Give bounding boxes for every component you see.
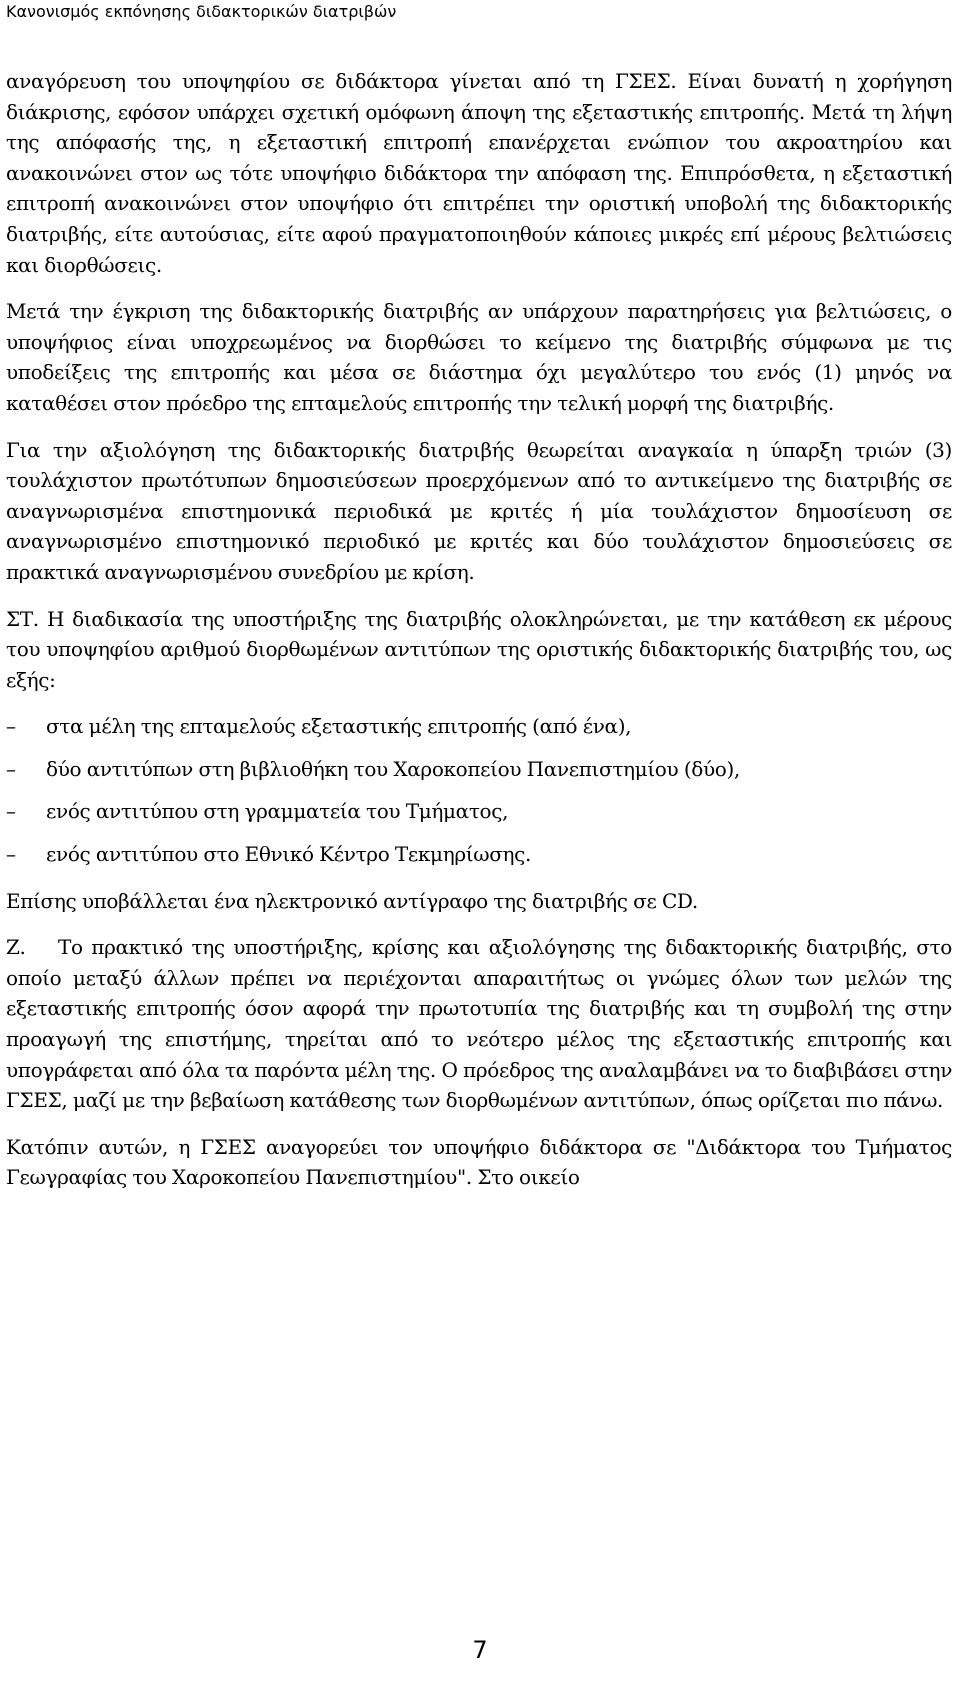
list-item-text: ενός αντιτύπου στη γραμματεία του Τμήματος, bbox=[46, 799, 509, 824]
list-item bbox=[6, 796, 952, 827]
list-item-text: στα μέλη της επταμελούς εξεταστικής επιτροπής (από ένα), bbox=[46, 714, 632, 739]
section-st-text: Η διαδικασία της υποστήριξης της διατριβής ολοκληρώνεται, με την κατάθεση εκ μέρους του υποψηφίου αριθμού διορθωμένων αντιτύπων της οριστικής διδακτορικής διατριβής του, ως εξής: bbox=[6, 606, 952, 692]
dash-bullet: – bbox=[6, 756, 16, 781]
list-item bbox=[6, 839, 952, 870]
copies-list bbox=[6, 711, 952, 869]
list-item-text: ενός αντιτύπου στο Εθνικό Κέντρο Τεκμηρίωσης. bbox=[46, 842, 531, 867]
paragraph-3: Για την αξιολόγηση της διδακτορικής διατριβής θεωρείται αναγκαία η ύπαρξη τριών (3) τουλάχιστον πρωτότυπων δημοσιεύσεων προερχόμενων από το αντικείμενο της διατριβής σε αναγνωρισμένα επιστημονικά περιοδικά με κριτές ή μία τουλάχιστον δημοσίευση σε αναγνωρισμένο επιστημονικό περιοδικό με κριτές και δύο τουλάχιστον δημοσιεύσεις σε πρακτικά αναγνωρισμένου συνεδρίου με κρίση. bbox=[6, 437, 952, 584]
page-number: 7 bbox=[472, 1636, 488, 1664]
dash-bullet: – bbox=[6, 714, 16, 739]
dash-bullet: – bbox=[6, 799, 16, 824]
list-item bbox=[6, 754, 952, 785]
list-item-text: δύο αντιτύπων στη βιβλιοθήκη του Χαροκοπείου Πανεπιστημίου (δύο), bbox=[46, 756, 740, 781]
section-label-z: Ζ. bbox=[6, 935, 26, 960]
paragraph-2: Μετά την έγκριση της διδακτορικής διατριβής αν υπάρχουν παρατηρήσεις για βελτιώσεις, ο υποψήφιος είναι υποχρεωμένος να διορθώσει το κείμενο της διατριβής σύμφωνα με τις υποδείξεις της επιτροπής και μέσα σε διάστημα όχι μεγαλύτερο του ενός (1) μηνός να καταθέσει στον πρόεδρο της επταμελούς επιτροπής την τελική μορφή της διατριβής. bbox=[6, 299, 952, 415]
running-header: Κανονισμός εκπόνησης διδακτορικών διατριβών bbox=[6, 2, 397, 21]
document-body bbox=[6, 66, 952, 1209]
paragraph-section-z bbox=[6, 932, 952, 1116]
section-z-text: Το πρακτικό της υποστήριξης, κρίσης και αξιολόγησης της διδακτορικής διατριβής, στο οποίο μεταξύ άλλων πρέπει να περιέχονται απαραιτήτως οι γνώμες όλων των μελών της εξεταστικής επιτροπής όσον αφορά την πρωτοτυπία της διατριβής και τη συμβολή της στην προαγωγή της επιστήμης, τηρείται από το νεότερο μέλος της εξεταστικής επιτροπής και υπογράφεται από όλα τα παρόντα μέλη της. Ο πρόεδρος της αναλαμβάνει να το διαβιβάσει στην ΓΣΕΣ, μαζί με την βεβαίωση κατάθεσης των διορθωμένων αντιτύπων, όπως ορίζεται πιο πάνω. bbox=[6, 935, 952, 1113]
dash-bullet: – bbox=[6, 842, 16, 867]
paragraph-section-st bbox=[6, 604, 952, 696]
section-label-st: ΣΤ. bbox=[6, 606, 39, 631]
list-item bbox=[6, 711, 952, 742]
paragraph-cd: Επίσης υποβάλλεται ένα ηλεκτρονικό αντίγραφο της διατριβής σε CD. bbox=[6, 888, 698, 913]
paragraph-1: αναγόρευση του υποψηφίου σε διδάκτορα γίνεται από τη ΓΣΕΣ. Είναι δυνατή η χορήγηση διάκρισης, εφόσον υπάρχει σχετική ομόφωνη άποψη της εξεταστικής επιτροπής. Μετά τη λήψη της απόφασής της, η εξεταστική επιτροπή επανέρχεται ενώπιον του ακροατηρίου και ανακοινώνει στον ως τότε υποψήφιο διδάκτορα την απόφαση της. Επιπρόσθετα, η εξεταστική επιτροπή ανακοινώνει στον υποψήφιο ότι επιτρέπει την οριστική υποβολή της διδακτορικής διατριβής, είτε αυτούσιας, είτε αφού πραγματοποιηθούν κάποιες μικρές επί μέρους βελτιώσεις και διορθώσεις. bbox=[6, 69, 952, 277]
paragraph-final: Κατόπιν αυτών, η ΓΣΕΣ αναγορεύει τον υποψήφιο διδάκτορα σε "Διδάκτορα του Τμήματος Γεωγραφίας του Χαροκοπείου Πανεπιστημίου". Στο οικείο bbox=[6, 1134, 952, 1190]
